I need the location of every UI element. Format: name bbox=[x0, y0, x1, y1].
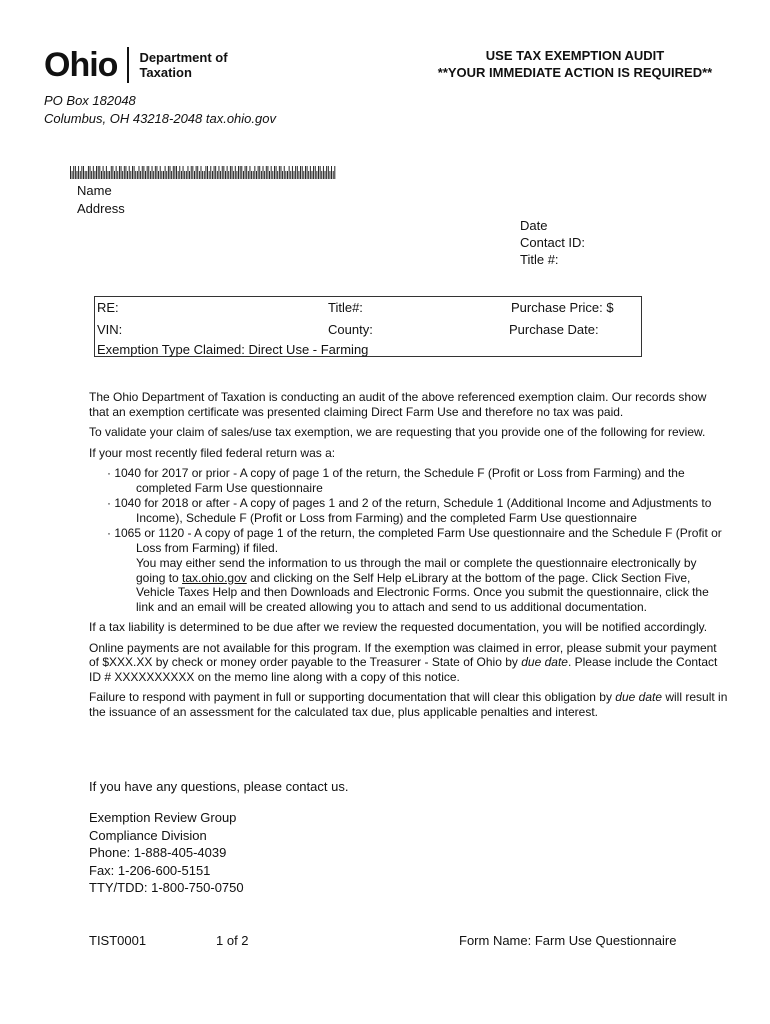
barcode-bar bbox=[132, 166, 133, 179]
signature-block bbox=[89, 809, 244, 897]
barcode-bar bbox=[78, 166, 79, 179]
barcode-bar bbox=[98, 166, 99, 179]
barcode-bar bbox=[199, 171, 200, 179]
fax: Fax: 1-206-600-5151 bbox=[89, 862, 211, 878]
purchase-price-label: Purchase Price: $ bbox=[511, 300, 614, 315]
barcode-bar bbox=[253, 171, 254, 179]
barcode-bar bbox=[104, 171, 105, 179]
submission-text-a: You may either send the information to us through the mail or complete the questionnaire electronically by going to bbox=[136, 556, 697, 585]
barcode-bar bbox=[99, 166, 100, 179]
barcode-bar bbox=[75, 166, 76, 179]
page-number: 1 of 2 bbox=[216, 933, 249, 948]
barcode-bar bbox=[227, 166, 228, 179]
postal-barcode bbox=[70, 166, 336, 179]
barcode-bar bbox=[88, 166, 89, 179]
logo-dept-line1: Department of bbox=[139, 50, 228, 65]
barcode-bar bbox=[152, 166, 153, 179]
paragraph-request: To validate your claim of sales/use tax exemption, we are requesting that you provide one of the following for review. bbox=[89, 425, 706, 439]
barcode-bar bbox=[302, 166, 303, 179]
barcode-bar bbox=[292, 166, 293, 179]
barcode-bar bbox=[179, 166, 180, 179]
barcode-bar bbox=[264, 171, 265, 179]
barcode-bar bbox=[147, 166, 148, 179]
barcode-bar bbox=[318, 166, 319, 179]
barcode-bar bbox=[241, 166, 242, 179]
barcode-bar bbox=[176, 166, 177, 179]
barcode-bar bbox=[125, 166, 126, 179]
barcode-bar bbox=[111, 166, 112, 179]
barcode-bar bbox=[315, 166, 316, 179]
barcode-bar bbox=[312, 171, 313, 179]
barcode-bar bbox=[129, 166, 130, 179]
barcode-bar bbox=[256, 171, 257, 179]
barcode-bar bbox=[308, 171, 309, 179]
barcode-bar bbox=[233, 171, 234, 179]
barcode-bar bbox=[267, 166, 268, 179]
barcode-bar bbox=[243, 171, 244, 179]
reference-box bbox=[94, 296, 642, 357]
barcode-bar bbox=[225, 171, 226, 179]
exemption-type: Exemption Type Claimed: Direct Use - Farming bbox=[97, 342, 369, 357]
barcode-bar bbox=[139, 166, 140, 179]
barcode-bar bbox=[334, 166, 335, 179]
barcode-bar bbox=[184, 171, 185, 179]
barcode-bar bbox=[114, 171, 115, 179]
barcode-bar bbox=[85, 171, 86, 179]
barcode-bar bbox=[310, 166, 311, 179]
barcode-bar bbox=[189, 171, 190, 179]
list-item: · 1065 or 1120 - A copy of page 1 of the return, the completed Farm Use questionnaire and the Schedule F (Profit or Loss from Farming) if filed. bbox=[107, 526, 722, 555]
barcode-bar bbox=[281, 166, 282, 179]
barcode-bar bbox=[196, 166, 197, 179]
barcode-bar bbox=[320, 166, 321, 179]
barcode-bar bbox=[223, 166, 224, 179]
logo-divider bbox=[127, 47, 129, 83]
recipient-name: Name bbox=[77, 183, 112, 198]
barcode-bar bbox=[161, 171, 162, 179]
barcode-bar bbox=[86, 171, 87, 179]
barcode-bar bbox=[305, 166, 306, 179]
paragraph-submission bbox=[89, 556, 729, 614]
notice-date: Date bbox=[520, 218, 548, 233]
barcode-bar bbox=[73, 166, 74, 179]
barcode-bar bbox=[289, 166, 290, 179]
notice-title bbox=[400, 47, 750, 81]
barcode-bar bbox=[90, 166, 91, 179]
purchase-date-label: Purchase Date: bbox=[509, 322, 599, 337]
barcode-bar bbox=[220, 171, 221, 179]
barcode-bar bbox=[238, 166, 239, 179]
barcode-bar bbox=[142, 166, 143, 179]
barcode-bar bbox=[181, 171, 182, 179]
barcode-bar bbox=[119, 166, 120, 179]
barcode-bar bbox=[240, 166, 241, 179]
barcode-bar bbox=[245, 166, 246, 179]
barcode-bar bbox=[194, 171, 195, 179]
barcode-bar bbox=[232, 166, 233, 179]
barcode-bar bbox=[261, 171, 262, 179]
paragraph-liability: If a tax liability is determined to be due after we review the requested documentation, you will be notified accordingly. bbox=[89, 620, 708, 634]
notice-title-line1: USE TAX EXEMPTION AUDIT bbox=[485, 48, 665, 63]
submission-text-b: and clicking on the Self Help eLibrary at the bottom of the page. Click Section Five, Vehicle Taxes Help and then Downloads and Electronic Forms. Once you submit the questionnaire, click the link and an email will be created allowing you to attach and send to us additional documentation. bbox=[136, 570, 709, 614]
barcode-bar bbox=[277, 171, 278, 179]
barcode-bar bbox=[313, 166, 314, 179]
barcode-bar bbox=[228, 171, 229, 179]
barcode-bar bbox=[295, 166, 296, 179]
barcode-bar bbox=[331, 166, 332, 179]
contact-id: Contact ID: bbox=[520, 235, 586, 250]
list-item: · 1040 for 2017 or prior - A copy of page 1 of the return, the Schedule F (Profit or Loss from Farming) and the completed Farm Use questionnaire bbox=[107, 466, 685, 495]
barcode-bar bbox=[326, 166, 327, 179]
barcode-bar bbox=[93, 166, 94, 179]
recipient-block bbox=[77, 182, 125, 218]
return-type-list bbox=[89, 466, 729, 555]
barcode-bar bbox=[251, 171, 252, 179]
paragraph-failure bbox=[89, 690, 729, 719]
barcode-bar bbox=[250, 166, 251, 179]
barcode-bar bbox=[325, 171, 326, 179]
barcode-bar bbox=[254, 166, 255, 179]
barcode-bar bbox=[266, 166, 267, 179]
return-address-line2: Columbus, OH 43218-2048 tax.ohio.gov bbox=[44, 111, 276, 126]
return-address bbox=[44, 92, 276, 128]
barcode-bar bbox=[94, 171, 95, 179]
logo-dept-line2: Taxation bbox=[139, 65, 192, 80]
barcode-bar bbox=[263, 166, 264, 179]
barcode-bar bbox=[303, 171, 304, 179]
barcode-bar bbox=[116, 166, 117, 179]
title-number: Title #: bbox=[520, 252, 559, 267]
notice-meta bbox=[520, 217, 585, 268]
barcode-bar bbox=[284, 166, 285, 179]
barcode-bar bbox=[112, 166, 113, 179]
barcode-bar bbox=[103, 166, 104, 179]
recipient-address: Address bbox=[77, 201, 125, 216]
barcode-bar bbox=[83, 166, 84, 179]
barcode-bar bbox=[72, 171, 73, 179]
barcode-bar bbox=[96, 166, 97, 179]
barcode-bar bbox=[178, 171, 179, 179]
barcode-bar bbox=[215, 166, 216, 179]
barcode-bar bbox=[135, 171, 136, 179]
barcode-bar bbox=[259, 166, 260, 179]
barcode-bar bbox=[77, 171, 78, 179]
letter-body bbox=[89, 390, 729, 719]
barcode-bar bbox=[165, 166, 166, 179]
barcode-bar bbox=[279, 166, 280, 179]
barcode-bar bbox=[236, 171, 237, 179]
tax-ohio-gov-link[interactable]: tax.ohio.gov bbox=[182, 570, 247, 585]
barcode-bar bbox=[282, 171, 283, 179]
barcode-bar bbox=[183, 166, 184, 179]
vin-label: VIN: bbox=[97, 322, 123, 337]
barcode-bar bbox=[329, 171, 330, 179]
barcode-bar bbox=[298, 171, 299, 179]
barcode-bar bbox=[235, 166, 236, 179]
barcode-bar bbox=[272, 171, 273, 179]
barcode-bar bbox=[109, 171, 110, 179]
barcode-bar bbox=[140, 171, 141, 179]
contact-us: If you have any questions, please contact us. bbox=[89, 779, 349, 794]
barcode-bar bbox=[81, 166, 82, 179]
barcode-bar bbox=[222, 166, 223, 179]
barcode-bar bbox=[202, 171, 203, 179]
barcode-bar bbox=[168, 166, 169, 179]
barcode-bar bbox=[70, 166, 71, 179]
barcode-bar bbox=[101, 171, 102, 179]
barcode-bar bbox=[160, 166, 161, 179]
division: Compliance Division bbox=[89, 827, 207, 843]
barcode-bar bbox=[130, 171, 131, 179]
barcode-bar bbox=[155, 166, 156, 179]
phone: Phone: 1-888-405-4039 bbox=[89, 845, 227, 860]
barcode-bar bbox=[145, 171, 146, 179]
form-name: Form Name: Farm Use Questionnaire bbox=[459, 933, 677, 948]
barcode-bar bbox=[276, 166, 277, 179]
logo-wordmark: Ohio bbox=[44, 46, 118, 84]
barcode-bar bbox=[156, 166, 157, 179]
payment-text-a: Online payments are not available for this program. If the exemption was claimed in error, please submit your payment of $XXX.XX by check or money order payable to the Treasurer - State of Ohio by bbox=[89, 640, 717, 669]
barcode-bar bbox=[186, 171, 187, 179]
barcode-bar bbox=[137, 171, 138, 179]
barcode-bar bbox=[209, 171, 210, 179]
barcode-bar bbox=[217, 171, 218, 179]
form-id: TIST0001 bbox=[89, 933, 147, 948]
barcode-bar bbox=[106, 166, 107, 179]
barcode-bar bbox=[207, 166, 208, 179]
re-label: RE: bbox=[97, 300, 119, 315]
ohio-logo bbox=[44, 46, 228, 84]
logo-department bbox=[139, 50, 227, 80]
barcode-bar bbox=[171, 171, 172, 179]
barcode-bar bbox=[201, 166, 202, 179]
barcode-bar bbox=[287, 171, 288, 179]
paragraph-audit-intro: The Ohio Department of Taxation is conducting an audit of the above referenced exemption claim. Our records show that an exemption certificate was presented claiming Direct Farm Use and therefore no tax was paid. bbox=[89, 390, 707, 419]
barcode-bar bbox=[271, 166, 272, 179]
barcode-bar bbox=[248, 171, 249, 179]
county-label: County: bbox=[328, 322, 373, 337]
review-group: Exemption Review Group bbox=[89, 810, 237, 825]
barcode-bar bbox=[205, 166, 206, 179]
barcode-bar bbox=[153, 171, 154, 179]
barcode-bar bbox=[316, 171, 317, 179]
barcode-bar bbox=[122, 171, 123, 179]
notice-title-line2: **YOUR IMMEDIATE ACTION IS REQUIRED** bbox=[437, 65, 713, 80]
barcode-bar bbox=[124, 166, 125, 179]
payment-text-b: . Please include the Contact ID # XXXXXXXXXX on the memo line along with a copy of this notice. bbox=[89, 655, 718, 684]
barcode-bar bbox=[323, 166, 324, 179]
payment-due-date: due date bbox=[521, 655, 568, 669]
barcode-bar bbox=[91, 171, 92, 179]
barcode-bar bbox=[333, 171, 334, 179]
failure-text-a: Failure to respond with payment in full or supporting documentation that will clear this obligation by bbox=[89, 690, 616, 704]
barcode-bar bbox=[197, 166, 198, 179]
barcode-bar bbox=[173, 166, 174, 179]
barcode-bar bbox=[321, 171, 322, 179]
barcode-bar bbox=[210, 166, 211, 179]
barcode-bar bbox=[212, 171, 213, 179]
barcode-bar bbox=[148, 166, 149, 179]
paragraph-return-type: If your most recently filed federal return was a: bbox=[89, 445, 336, 460]
barcode-bar bbox=[204, 171, 205, 179]
barcode-bar bbox=[150, 171, 151, 179]
list-item: · 1040 for 2018 or after - A copy of pages 1 and 2 of the return, Schedule 1 (Additional Income and Adjustments to Income), Schedule F (Profit or Loss from Farming) and the completed Farm Use questionnaire bbox=[107, 496, 712, 525]
failure-text-b: will result in the issuance of an assessment for the calculated tax due, plus applicable penalties and interest. bbox=[89, 690, 728, 719]
title-label: Title#: bbox=[328, 300, 363, 315]
barcode-bar bbox=[134, 166, 135, 179]
barcode-bar bbox=[80, 171, 81, 179]
barcode-bar bbox=[246, 166, 247, 179]
barcode-bar bbox=[121, 166, 122, 179]
barcode-bar bbox=[274, 166, 275, 179]
paragraph-payment bbox=[89, 641, 729, 685]
barcode-bar bbox=[174, 166, 175, 179]
return-address-line1: PO Box 182048 bbox=[44, 93, 136, 108]
barcode-bar bbox=[290, 171, 291, 179]
barcode-bar bbox=[219, 166, 220, 179]
barcode-bar bbox=[158, 171, 159, 179]
failure-due-date: due date bbox=[615, 690, 663, 704]
barcode-bar bbox=[170, 166, 171, 179]
barcode-bar bbox=[294, 171, 295, 179]
barcode-bar bbox=[166, 171, 167, 179]
barcode-bar bbox=[117, 171, 118, 179]
barcode-bar bbox=[191, 166, 192, 179]
barcode-bar bbox=[127, 171, 128, 179]
barcode-bar bbox=[230, 166, 231, 179]
barcode-bar bbox=[328, 166, 329, 179]
barcode-bar bbox=[163, 171, 164, 179]
barcode-bar bbox=[269, 171, 270, 179]
barcode-bar bbox=[300, 166, 301, 179]
barcode-bar bbox=[143, 166, 144, 179]
barcode-bar bbox=[192, 166, 193, 179]
barcode-bar bbox=[258, 166, 259, 179]
barcode-bar bbox=[108, 171, 109, 179]
barcode-bar bbox=[188, 166, 189, 179]
barcode-bar bbox=[307, 166, 308, 179]
tty: TTY/TDD: 1-800-750-0750 bbox=[89, 880, 244, 895]
barcode-bar bbox=[285, 171, 286, 179]
barcode-bar bbox=[214, 166, 215, 179]
barcode-bar bbox=[297, 166, 298, 179]
